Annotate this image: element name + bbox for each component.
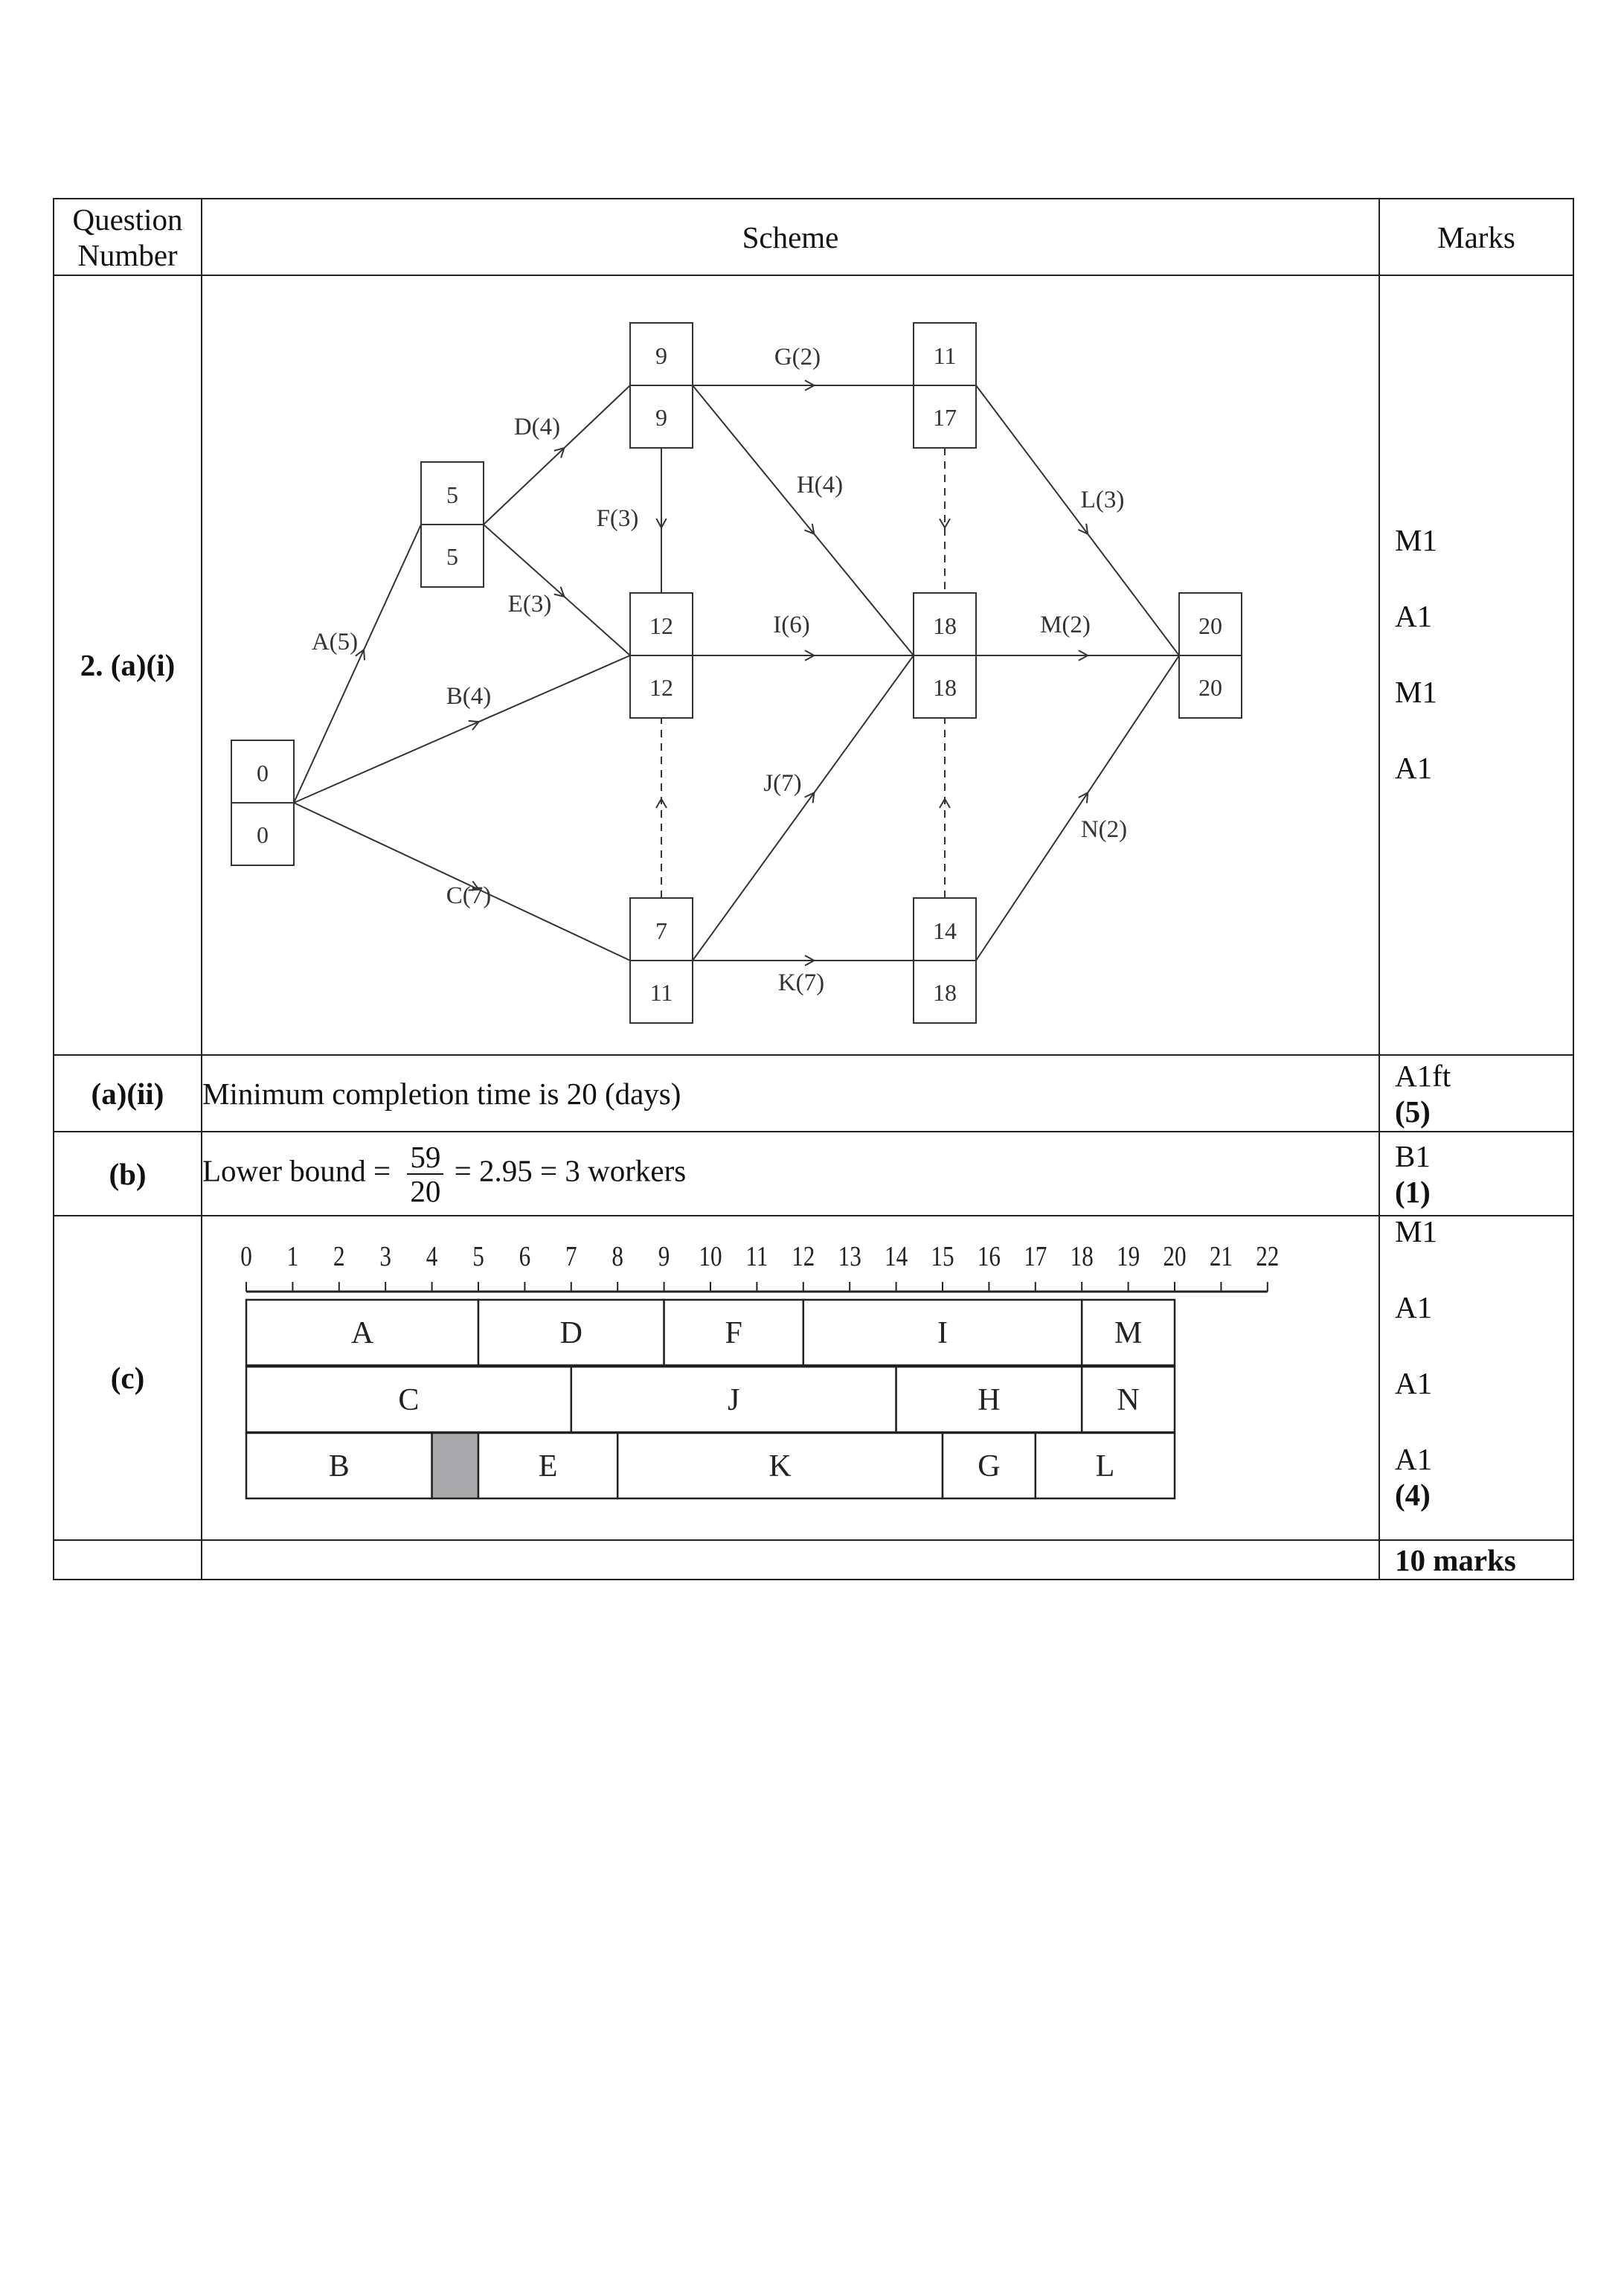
- scheme-cell-c: [202, 1216, 1379, 1540]
- tick-label: 4: [426, 1240, 438, 1272]
- activity-block-d: [478, 1300, 664, 1365]
- worker-row-1: [246, 1300, 1175, 1365]
- activity-f: [597, 448, 667, 593]
- header-row: [54, 199, 1573, 275]
- mark-a-i-1: M1: [1395, 523, 1437, 557]
- late-event-time: 5: [446, 543, 458, 570]
- late-event-time: 9: [655, 404, 667, 431]
- dummy-activity: [656, 718, 667, 898]
- activity-n: [976, 655, 1179, 961]
- activity-label: K(7): [777, 969, 825, 996]
- late-event-time: 18: [933, 674, 957, 701]
- activity-label: G(2): [774, 344, 821, 371]
- early-event-time: 20: [1198, 612, 1222, 639]
- activity-block-f: [664, 1300, 803, 1365]
- question-label-c: (c): [54, 1216, 202, 1540]
- empty-cell-total-scheme: [202, 1540, 1379, 1580]
- mark-a-i-3: M1: [1395, 675, 1437, 709]
- tick-label: 15: [931, 1240, 954, 1272]
- mark-c-4: A1: [1395, 1442, 1433, 1476]
- activity-block-j: [571, 1367, 896, 1432]
- late-event-time: 17: [933, 404, 957, 431]
- tick-label: 22: [1256, 1240, 1280, 1272]
- activity-g: [693, 344, 914, 391]
- event-node: [914, 898, 976, 1023]
- mark-c-3: A1: [1395, 1366, 1433, 1400]
- activity-block-label: I: [937, 1316, 948, 1350]
- activity-block-i: [803, 1300, 1082, 1365]
- tick-label: 10: [699, 1240, 722, 1272]
- activity-label: A(5): [311, 629, 359, 655]
- activity-block-c: [246, 1367, 571, 1432]
- tick-label: 5: [472, 1240, 484, 1272]
- activity-block-e: [478, 1433, 617, 1498]
- tick-label: 0: [240, 1240, 252, 1272]
- time-axis: [240, 1240, 1279, 1292]
- mark-a-ii-1: A1ft: [1395, 1058, 1451, 1093]
- early-event-time: 12: [649, 612, 673, 639]
- activity-block-n: [1082, 1367, 1175, 1432]
- activity-block-label: N: [1117, 1383, 1140, 1417]
- question-label-b: (b): [54, 1132, 202, 1216]
- worker-row-2: [246, 1367, 1175, 1432]
- activity-block-label: G: [978, 1449, 1001, 1484]
- tick-label: 21: [1209, 1240, 1233, 1272]
- activity-label: M(2): [1040, 612, 1091, 638]
- late-event-time: 11: [649, 979, 673, 1006]
- mark-a-i-2: A1: [1395, 599, 1433, 633]
- dummy-activity: [940, 718, 950, 898]
- activity-a: [294, 525, 421, 803]
- early-event-time: 9: [655, 342, 667, 369]
- early-event-time: 5: [446, 481, 458, 508]
- late-event-time: 12: [649, 674, 673, 701]
- tick-label: 9: [658, 1240, 670, 1272]
- tick-label: 3: [379, 1240, 391, 1272]
- tick-label: 17: [1024, 1240, 1047, 1272]
- dummy-activity: [940, 448, 950, 593]
- row-part-a-i: [54, 275, 1573, 1055]
- fraction-numerator: 59: [407, 1141, 443, 1175]
- activity-label: H(4): [796, 472, 844, 498]
- early-event-time: 7: [655, 917, 667, 944]
- activity-block-label: E: [538, 1449, 558, 1484]
- early-event-time: 0: [257, 760, 269, 786]
- activity-block-l: [1036, 1433, 1175, 1498]
- activity-k: [693, 955, 914, 996]
- total-marks: 10 marks: [1379, 1540, 1573, 1580]
- activity-block-label: C: [398, 1383, 420, 1417]
- activity-b: [294, 655, 630, 803]
- empty-cell-total-number: [54, 1540, 202, 1580]
- tick-label: 1: [286, 1240, 299, 1272]
- mark-c-2: A1: [1395, 1290, 1433, 1324]
- activity-label: E(3): [507, 591, 552, 618]
- row-part-a-ii: [54, 1055, 1573, 1132]
- mark-total-a: (5): [1395, 1094, 1431, 1129]
- activity-block-label: D: [559, 1316, 582, 1350]
- tick-label: 2: [333, 1240, 345, 1272]
- event-node: [231, 740, 294, 865]
- event-node: [630, 323, 693, 448]
- tick-label: 6: [519, 1240, 531, 1272]
- lower-bound-working: [202, 1132, 1379, 1216]
- marks-cell-b: [1379, 1132, 1573, 1216]
- completion-time-text: Minimum completion time is 20 (days): [202, 1055, 1379, 1132]
- early-event-time: 11: [933, 342, 957, 369]
- activity-c: [294, 803, 630, 961]
- late-event-time: 20: [1198, 674, 1222, 701]
- scheduling-diagram: [202, 1216, 1377, 1536]
- idle-time-block: [432, 1433, 478, 1498]
- marks-cell-a-i: [1379, 275, 1573, 1055]
- row-part-c: [54, 1216, 1573, 1540]
- mark-a-i-4: A1: [1395, 751, 1433, 785]
- activity-block-label: B: [328, 1449, 350, 1484]
- activity-label: F(3): [596, 505, 639, 532]
- fraction-denominator: 20: [410, 1173, 441, 1208]
- activity-d: [484, 385, 630, 525]
- event-node: [630, 898, 693, 1023]
- activity-block-label: A: [350, 1316, 374, 1350]
- marks-cell-c: [1379, 1216, 1573, 1540]
- scheme-header: Scheme: [202, 199, 1379, 275]
- activity-block-label: F: [725, 1316, 742, 1350]
- question-label-a-ii: (a)(ii): [54, 1055, 202, 1132]
- activity-label: J(7): [763, 770, 802, 797]
- lower-bound-result: = 2.95 = 3 workers: [454, 1152, 687, 1187]
- tick-label: 19: [1117, 1240, 1140, 1272]
- activity-j: [693, 655, 914, 961]
- mark-b-1: B1: [1395, 1138, 1431, 1173]
- event-node: [421, 462, 484, 587]
- activity-i: [693, 612, 914, 661]
- activity-block-label: H: [978, 1383, 1001, 1417]
- activity-label: N(2): [1080, 816, 1128, 843]
- activity-block-label: M: [1114, 1316, 1143, 1350]
- activity-label: C(7): [446, 882, 492, 909]
- tick-label: 8: [612, 1240, 623, 1272]
- tick-label: 14: [885, 1240, 908, 1272]
- activity-network-diagram: [202, 276, 1377, 1051]
- tick-label: 7: [565, 1240, 577, 1272]
- activity-block-h: [896, 1367, 1082, 1432]
- mark-c-1: M1: [1395, 1214, 1437, 1248]
- early-event-time: 18: [933, 612, 957, 639]
- activity-block-g: [943, 1433, 1036, 1498]
- question-label-a-i: 2. (a)(i): [54, 275, 202, 1055]
- activity-label: I(6): [773, 612, 810, 638]
- event-node: [914, 593, 976, 718]
- activity-e: [484, 525, 630, 655]
- activity-m: [976, 612, 1179, 661]
- tick-label: 13: [838, 1240, 861, 1272]
- marks-cell-a-ii: [1379, 1055, 1573, 1132]
- tick-label: 11: [745, 1240, 768, 1272]
- event-node: [1179, 593, 1242, 718]
- activity-block-m: [1082, 1300, 1175, 1365]
- mark-total-c: (4): [1395, 1478, 1431, 1512]
- event-node: [914, 323, 976, 448]
- early-event-time: 14: [933, 917, 957, 944]
- marks-header: Marks: [1379, 199, 1573, 275]
- scheme-cell-a-i: [202, 275, 1379, 1055]
- tick-label: 12: [792, 1240, 815, 1272]
- activity-block-label: K: [768, 1449, 792, 1484]
- lower-bound-prefix: Lower bound =: [202, 1152, 391, 1187]
- activity-label: B(4): [446, 683, 492, 710]
- late-event-time: 0: [257, 821, 269, 848]
- late-event-time: 18: [933, 979, 957, 1006]
- tick-label: 16: [977, 1240, 1001, 1272]
- activity-block-b: [246, 1433, 432, 1498]
- worker-row-3: [246, 1433, 1175, 1498]
- activity-block-label: J: [728, 1383, 740, 1417]
- row-part-b: [54, 1132, 1573, 1216]
- activity-label: D(4): [513, 414, 561, 440]
- row-total: [54, 1540, 1573, 1580]
- question-number-header: Question Number: [54, 199, 202, 275]
- mark-scheme-table: [53, 198, 1574, 1580]
- event-node: [630, 593, 693, 718]
- activity-block-a: [246, 1300, 478, 1365]
- activity-label: L(3): [1080, 487, 1125, 513]
- activity-block-label: L: [1095, 1449, 1115, 1484]
- tick-label: 18: [1070, 1240, 1094, 1272]
- lower-bound-fraction: [407, 1141, 443, 1208]
- tick-label: 20: [1163, 1240, 1187, 1272]
- activity-block-k: [617, 1433, 943, 1498]
- mark-total-b: (1): [1395, 1174, 1431, 1209]
